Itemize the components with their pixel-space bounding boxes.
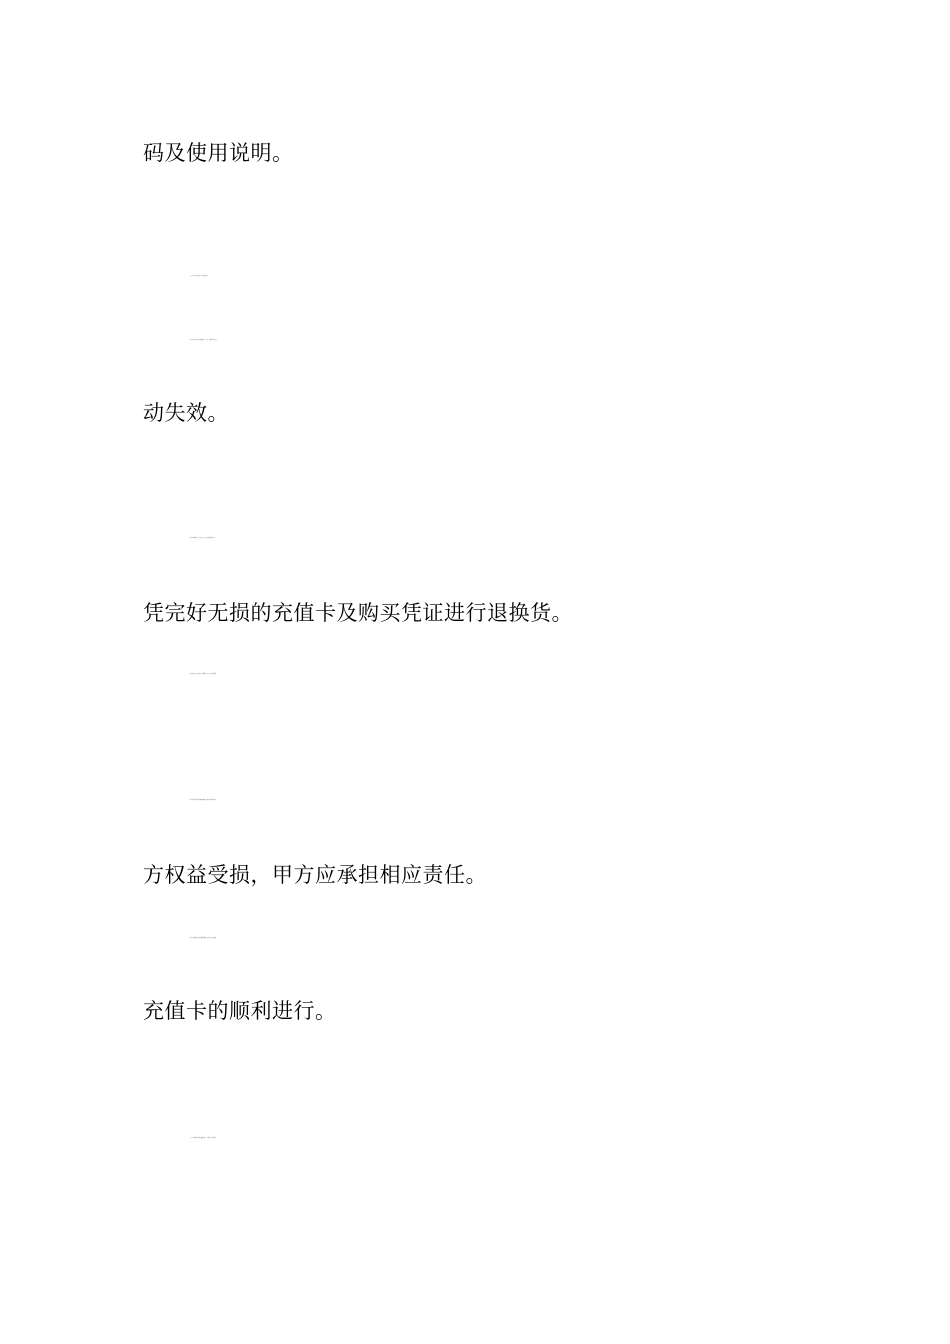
section-heading-7 <box>189 1060 859 1090</box>
clause-6-1: 6.1 甲方保证充值卡的质量和使用权益，如因甲方原因导致乙 <box>189 800 216 801</box>
paragraph-line: 码及使用说明。 <box>143 141 294 165</box>
clause-5-1: 5.1 甲方承诺自购买之日起七日内，如乙方不满意充值卡，可 <box>189 538 216 539</box>
section-heading-6 <box>189 723 859 753</box>
paragraph-line: 凭完好无损的充值卡及购买凭证进行退换货。 <box>143 601 573 625</box>
section-heading-4 <box>189 200 859 230</box>
paragraph-line: 充值卡的顺利进行。 <box>143 999 337 1023</box>
clause-6-2: 6.2 甲方应确保充值卡销售渠道的畅通，保证乙方购买及使用 <box>189 938 216 939</box>
clause-4-1: 4.1 乙方应在甲方指定的平台上使用充值卡。 <box>189 276 209 277</box>
paragraph-line: 方权益受损，甲方应承担相应责任。 <box>143 863 487 887</box>
section-heading-5 <box>189 462 859 492</box>
clause-4-2: 4.2 充值卡自购买之日起有效期为 12 个月，过期后充值卡将自 <box>189 340 217 341</box>
clause-7-1: 7.1 乙方应按照甲方的规定使用充值卡，不得转让、转借或用 <box>189 1138 216 1139</box>
paragraph-line: 动失效。 <box>143 401 229 425</box>
clause-5-2: 5.2 如充值卡因乙方操作不当导致损坏，甲方不予接受退换货。 <box>189 674 217 675</box>
